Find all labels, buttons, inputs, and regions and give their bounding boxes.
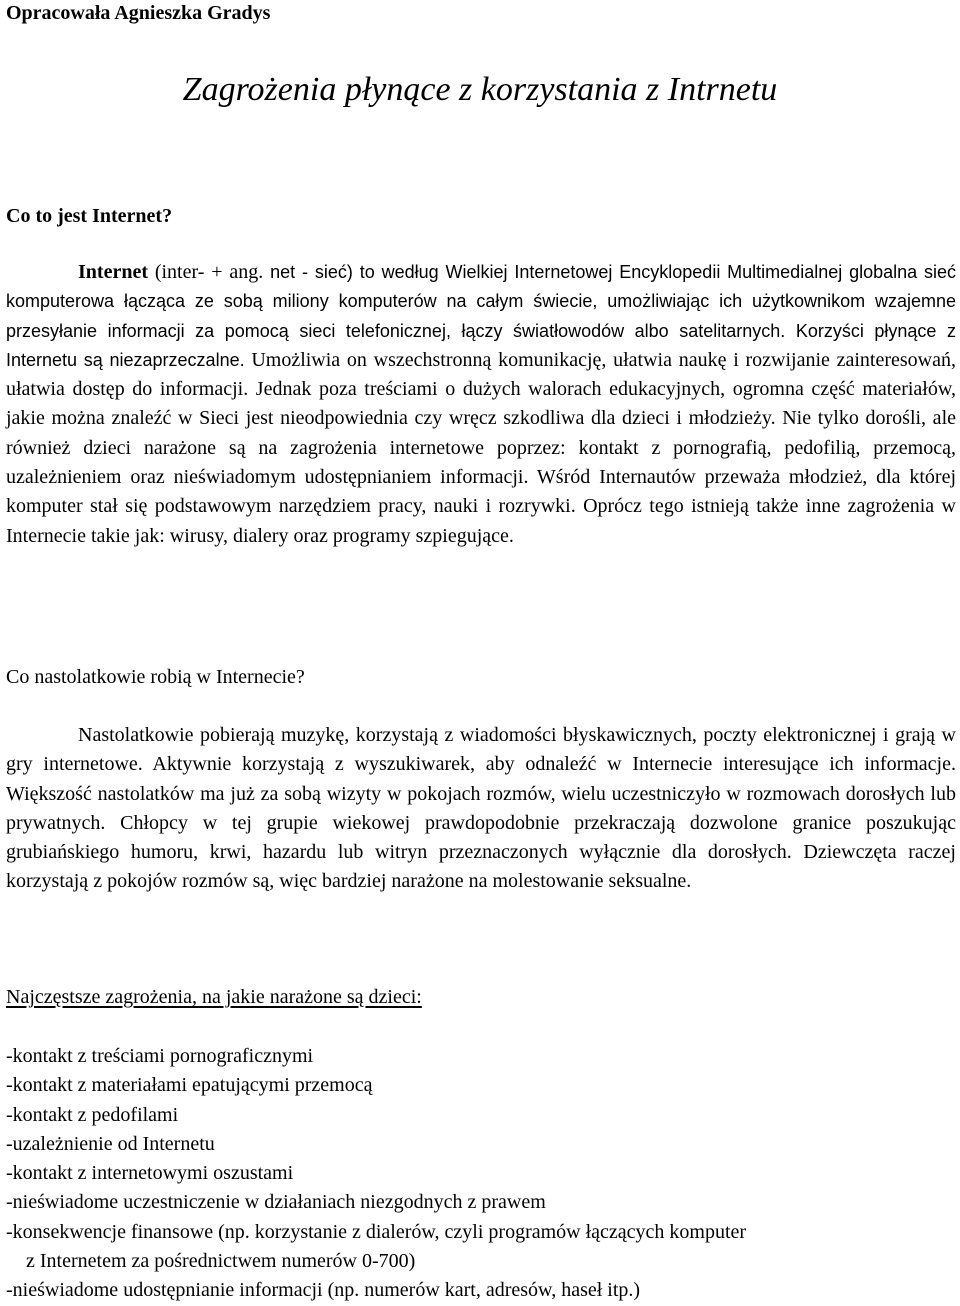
author-line: Opracowała Agnieszka Gradys (6, 2, 271, 24)
benefits-text: Umożliwia on wszechstronną komunikację, ułatwia naukę i rozwijanie zainteresowań, ułatwia dostęp do informacji. Jednak poza treściami o dużych walorach edukacyjnych, ogromna część materiałów, jakie można znaleźć w Sieci jest nieodpowiednia czy wręcz szkodliwa dla dzieci i młodzieży. Nie tylko dorośli, ale również dzieci narażone są na zagrożenia internetowe poprzez: kontakt z pornografią, pedofilią, przemocą, uzależnieniem oraz nieświadomym udostępnianiem informacji. Wśród Internautów przeważa młodzież, dla której komputer stał się podstawowym narzędziem pracy, nauki i rozrywki. Oprócz tego istnieją także inne zagrożenia w Internecie takie jak: wirusy, dialery oraz programy szpiegujące. (6, 348, 956, 547)
list-item: -konsekwencje finansowe (np. korzystanie z dialerów, czyli programów łączących komputer (6, 1220, 747, 1243)
paragraph-internet-definition (6, 258, 956, 551)
list-item: -kontakt z pedofilami (6, 1103, 179, 1126)
list-item-continuation: z Internetem za pośrednictwem numerów 0-700) (26, 1250, 416, 1273)
list-item: -kontakt z materiałami epatującymi przemocą (6, 1074, 373, 1097)
list-item: -nieświadome uczestniczenie w działaniach niezgodnych z prawem (6, 1191, 546, 1214)
section-heading-teen-activity: Co nastolatkowie robią w Internecie? (6, 666, 305, 688)
list-item: -uzależnienie od Internetu (6, 1132, 215, 1155)
section-heading-what-is-internet: Co to jest Internet? (6, 205, 173, 227)
list-item: -kontakt z internetowymi oszustami (6, 1162, 294, 1185)
intro-text: (inter- + ang. (147, 261, 271, 283)
list-item: -nieświadome udostępnianie informacji (np. numerów kart, adresów, haseł itp.) (6, 1279, 641, 1302)
list-item: -kontakt z treściami pornograficznymi (6, 1045, 314, 1067)
section-heading-threats: Najczęstsze zagrożenia, na jakie narażone są dzieci: (6, 986, 422, 1008)
term-internet: Internet (78, 261, 148, 283)
page-title: Zagrożenia płynące z korzystania z Intrnetu (182, 71, 778, 108)
threats-list (6, 1042, 956, 1306)
definition-text: net - sieć) to według Wielkiej Internetowej Encyklopedii Multimedialnej globalna sieć komputerowa łącząca ze sobą miliony komputerów na całym świecie, umożliwiając ich użytkownikom wzajemne przesyłanie informacji za pomocą sieci telefonicznej, łączy światłowodów albo satelitarnych. Korzyści płynące z Internetu są niezaprzeczalne. (6, 262, 957, 370)
paragraph-teen-activity: Nastolatkowie pobierają muzykę, korzystają z wiadomości błyskawicznych, poczty elektronicznej i grają w gry internetowe. Aktywnie korzystają z wyszukiwarek, aby odnaleźć w Internecie interesujące ich informacje. Większość nastolatków ma już za sobą wizyty w pokojach rozmów, wielu uczestniczyło w rozmowach dorosłych lub prywatnych. Chłopcy w tej grupie wiekowej prawdopodobnie przekraczają dozwolone granice poszukując grubiańskiego humoru, krwi, hazardu lub witryn przeznaczonych wyłącznie dla dorosłych. Dziewczęta raczej korzystają z pokojów rozmów są, więc bardziej narażone na molestowanie seksualne. (6, 724, 956, 893)
